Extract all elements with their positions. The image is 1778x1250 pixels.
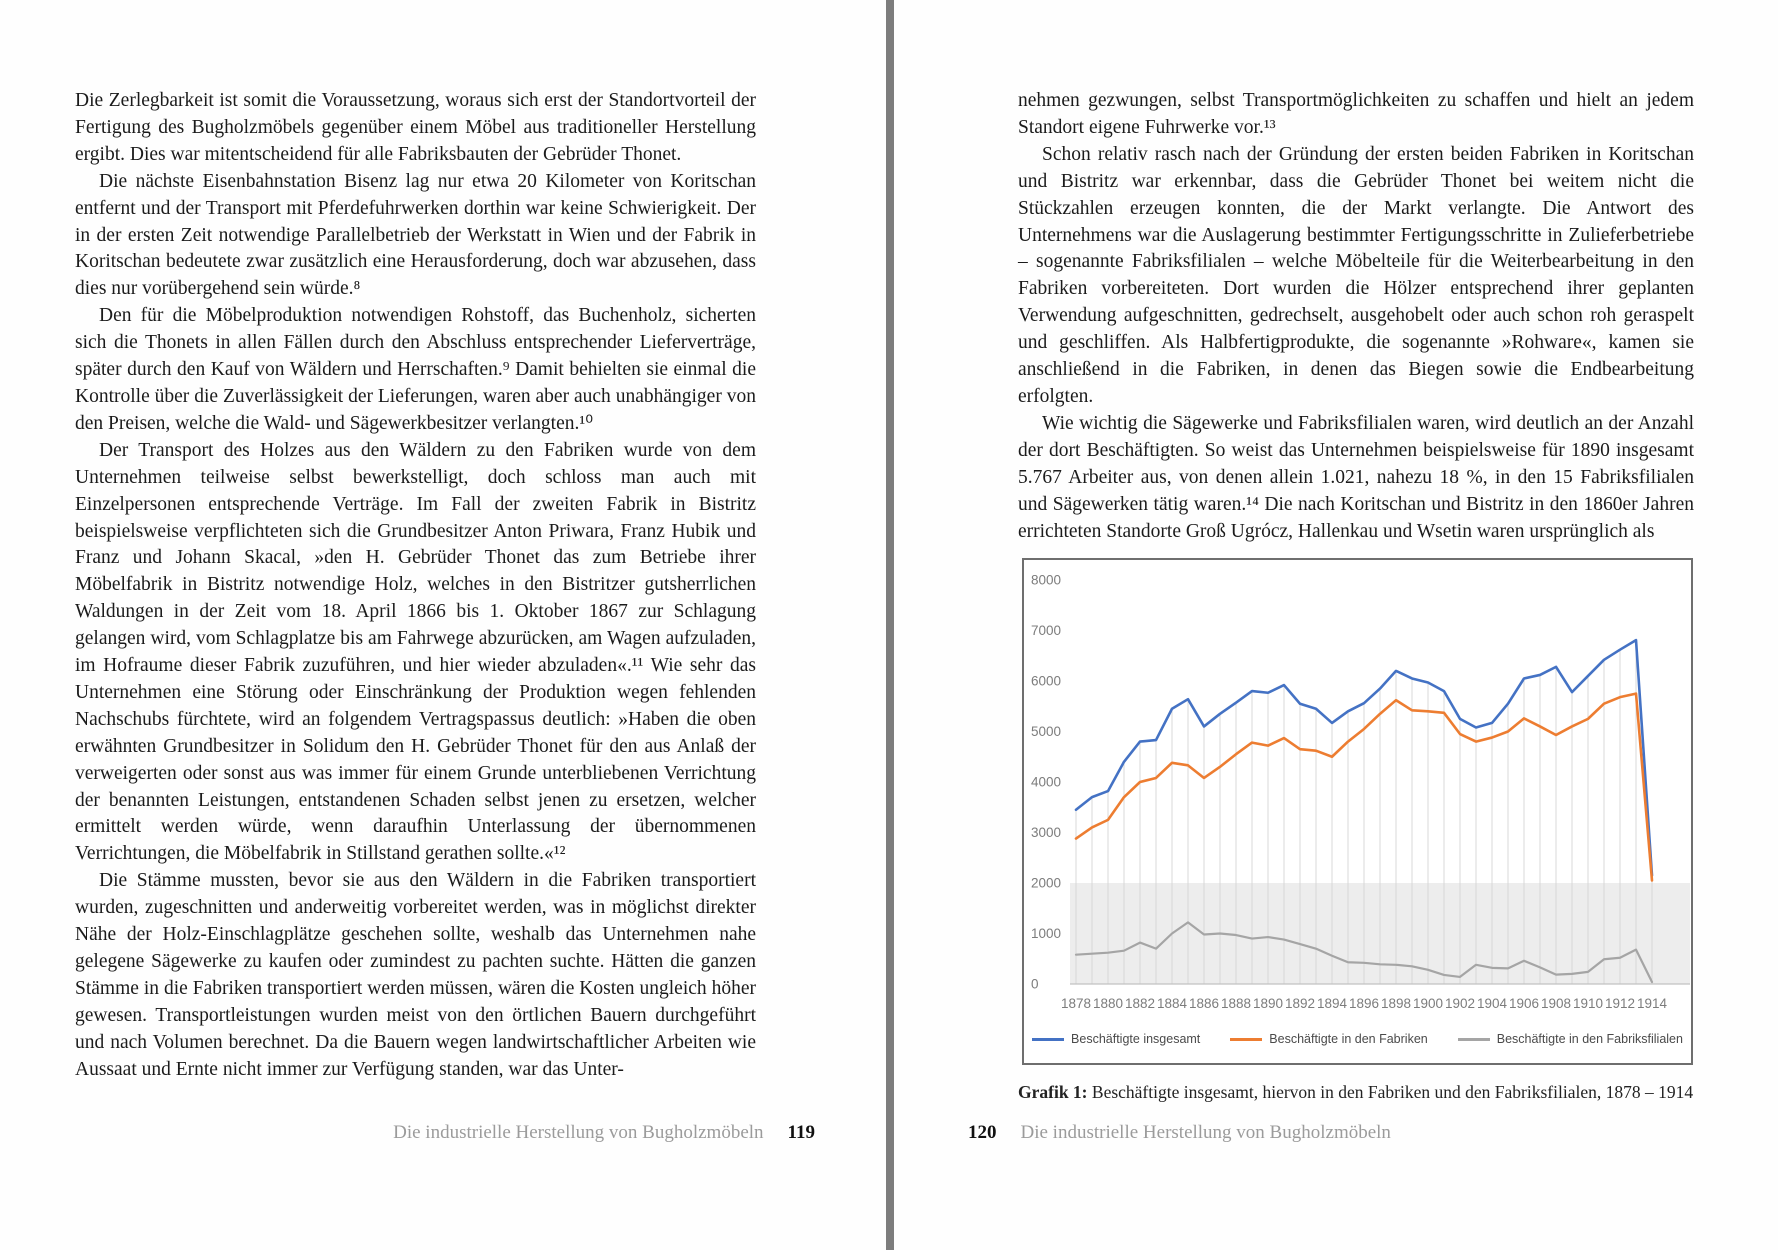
running-title: Die industrielle Herstellung von Bugholzmöbeln bbox=[393, 1122, 764, 1143]
paragraph: Die nächste Eisenbahnstation Bisenz lag nur etwa 20 Kilometer von Koritschan entfernt und der Transport mit Pferdefuhrwerken dorthin war keine Schwierigkeit. Der in der ersten Zeit notwendige Parallelbetrieb der Werkstatt in Wien und der Fabrik in Koritschan bedeutete zwar zusätzlich eine Herausforderung, doch war abzusehen, dass dies nur vorübergehend sein würde.⁸ bbox=[75, 170, 756, 300]
paragraph: nehmen gezwungen, selbst Transportmöglichkeiten zu schaffen und hielt an jedem Standort eigene Fuhrwerke vor.¹³ bbox=[1018, 90, 1694, 138]
paragraph: Wie wichtig die Sägewerke und Fabriksfilialen waren, wird deutlich an der Anzahl der dort Beschäftigten. So weist das Unternehmen beispielsweise für 1890 insgesamt 5.767 Arbeiter aus, von denen allein 1.021, nahezu 18 %, in den 15 Fabriksfilialen und Sägewerken tätig waren.¹⁴ Die nach Koritschan und Bistritz in den 1860er Jahren errichteten Standorte Groß Ugrócz, Hallenkau und Wsetin waren ursprünglich als bbox=[1018, 412, 1694, 542]
right-page-footer bbox=[968, 1122, 1708, 1144]
left-page-footer bbox=[75, 1122, 815, 1144]
y-tick-label: 6000 bbox=[1031, 673, 1062, 689]
x-tick-label: 1886 bbox=[1188, 996, 1220, 1011]
x-tick-label: 1902 bbox=[1444, 996, 1476, 1011]
x-tick-label: 1900 bbox=[1412, 996, 1444, 1011]
y-tick-label: 2000 bbox=[1031, 875, 1062, 891]
y-tick-label: 8000 bbox=[1031, 572, 1062, 588]
legend-label: Beschäftigte in den Fabriksfilialen bbox=[1496, 1032, 1683, 1046]
paragraph: Die Stämme mussten, bevor sie aus den Wäldern in die Fabriken transportiert wurden, zugeschnitten und anderweitig vorbereitet werden, was in möglichst direkter Nähe der Holz-Einschlagplätze geschehen sollte, weshalb das Unternehmen nahe gelegene Sägewerke zu kaufen oder zumindest zu pachten suchte. Hätten die ganzen Stämme in die Fabriken transportiert werden müssen, wären die Kosten ungleich höher gewesen. Transportleistungen wurden meist von den örtlichen Bauern durchgeführt und nach Volumen berechnet. Da die Bauern wegen landwirtschaftlicher Arbeiten wie Aussaat und Ernte nicht immer zur Verfügung standen, war das Unter- bbox=[75, 870, 756, 1080]
x-tick-label: 1884 bbox=[1156, 996, 1188, 1011]
y-tick-label: 0 bbox=[1031, 976, 1039, 992]
x-tick-label: 1914 bbox=[1636, 996, 1668, 1011]
x-tick-label: 1894 bbox=[1316, 996, 1348, 1011]
y-tick-label: 5000 bbox=[1031, 724, 1062, 739]
caption-label: Grafik 1: bbox=[1018, 1082, 1088, 1102]
chart-caption bbox=[1018, 1082, 1708, 1103]
legend-item bbox=[1230, 1032, 1427, 1046]
caption-text: Beschäftigte insgesamt, hiervon in den Fabriken und den Fabriksfilialen, 1878 – 1914 bbox=[1087, 1082, 1694, 1102]
chart-legend bbox=[1024, 1018, 1691, 1060]
paragraph: Den für die Möbelproduktion notwendigen Rohstoff, das Buchenholz, sicherten sich die Thonets in allen Fällen durch den Abschluss entsprechender Lieferverträge, später durch den Kauf von Wäldern und Herrschaften.⁹ Damit behielten sie einmal die Kontrolle über die Zuverlässigkeit der Lieferungen, waren aber auch unabhängiger von den Preisen, welche die Wald- und Sägewerkbesitzer verlangten.¹⁰ bbox=[75, 305, 756, 434]
legend-line-marker bbox=[1230, 1038, 1262, 1041]
x-tick-label: 1912 bbox=[1604, 996, 1636, 1011]
paragraph: Schon relativ rasch nach der Gründung der ersten beiden Fabriken in Koritschan und Bistritz war erkennbar, dass die Gebrüder Thonet bei weitem nicht die Stückzahlen erzeugen konnten, die der Markt verlangte. Die Antwort des Unternehmens war die Auslagerung bestimmter Fertigungsschritte in Zulieferbetriebe – sogenannte Fabriksfilialen – welche Möbelteile für die Weiterbearbeitung in den Fabriken vorbereiteten. Dort wurden die Hölzer entsprechend ihrer geplanten Verwendung aufgeschnitten, gedrechselt, ausgehobelt oder auch schon roh geraspelt und geschliffen. Als Halbfertigprodukte, die sogenannte »Rohware«, kamen sie anschließend in die Fabriken, in denen das Biegen sowie die Endbearbeitung erfolgten. bbox=[1018, 143, 1694, 407]
legend-item bbox=[1032, 1032, 1200, 1046]
x-tick-label: 1880 bbox=[1092, 996, 1124, 1011]
x-tick-label: 1910 bbox=[1572, 996, 1604, 1011]
legend-item bbox=[1458, 1032, 1683, 1046]
y-tick-label: 3000 bbox=[1031, 825, 1062, 840]
x-tick-label: 1878 bbox=[1060, 996, 1092, 1011]
paragraph: Der Transport des Holzes aus den Wäldern zu den Fabriken wurde von dem Unternehmen teilweise selbst bewerkstelligt, doch schloss man auch mit Einzelpersonen entsprechende Verträge. Im Fall der zweiten Fabrik in Bistritz beispielsweise verpflichteten sich die Grundbesitzer Anton Priwara, Franz Hubik und Franz und Johann Skacal, »den H. Gebrüder Thonet das zum Betriebe ihrer Möbelfabrik in Bistritz notwendige Holz, welches in den Bistritzer gutsherrlichen Waldungen in der Zeit vom 18. April 1866 bis 1. Oktober 1867 zur Schlagung gelangen wird, vom Schlagplatze bis am Fahrwege abzurücken, am Wagen aufzuladen, im Hofraume dieser Fabrik zuzuführen, und hier wieder abzuladen«.¹¹ Wie sehr das Unternehmen eine Störung oder Einschränkung der Produktion wegen fehlenden Nachschubs fürchtete, wird an folgendem Vertragspassus deutlich: »Haben die oben erwähnten Grundbesitzer in Solidum den H. Gebrüder Thonet für den aus Anlaß der verweigerten oder sonst aus was immer für einem Grunde unterbliebenen Verrichtung der benannten Leistungen, entstandenen Schaden selbst jenen zu ersetzen, welcher ermittelt werden würde, wenn daraufhin Unterlassung der übernommenen Verrichtungen, die Möbelfabrik in Stillstand gerathen sollte.«¹² bbox=[75, 439, 756, 865]
x-tick-label: 1888 bbox=[1220, 996, 1252, 1011]
x-tick-label: 1890 bbox=[1252, 996, 1284, 1011]
x-tick-label: 1904 bbox=[1476, 996, 1508, 1011]
page-number: 120 bbox=[968, 1122, 997, 1143]
employment-chart-frame bbox=[1022, 558, 1693, 1065]
x-tick-label: 1892 bbox=[1284, 996, 1316, 1011]
page-number: 119 bbox=[787, 1122, 815, 1143]
x-tick-label: 1898 bbox=[1380, 996, 1412, 1011]
legend-line-marker bbox=[1458, 1038, 1490, 1041]
left-page-text bbox=[75, 88, 756, 1084]
paragraph: Die Zerlegbarkeit ist somit die Voraussetzung, woraus sich erst der Standortvorteil der Fertigung des Bugholzmöbels gegenüber einem Möbel aus traditioneller Herstellung ergibt. Dies war mitentscheidend für alle Fabriksbauten der Gebrüder Thonet. bbox=[75, 90, 756, 165]
legend-label: Beschäftigte insgesamt bbox=[1071, 1032, 1201, 1046]
employment-line-chart bbox=[1024, 560, 1691, 1018]
y-tick-label: 7000 bbox=[1031, 623, 1062, 638]
page-gutter-divider bbox=[886, 0, 894, 1250]
y-tick-label: 1000 bbox=[1031, 926, 1062, 941]
x-tick-label: 1896 bbox=[1348, 996, 1380, 1011]
y-tick-label: 4000 bbox=[1031, 774, 1062, 790]
x-tick-label: 1906 bbox=[1508, 996, 1540, 1011]
x-tick-label: 1908 bbox=[1540, 996, 1572, 1011]
running-title: Die industrielle Herstellung von Bugholzmöbeln bbox=[1020, 1122, 1391, 1143]
legend-label: Beschäftigte in den Fabriken bbox=[1269, 1032, 1428, 1046]
legend-line-marker bbox=[1032, 1038, 1064, 1041]
right-page-text bbox=[1018, 88, 1694, 545]
x-tick-label: 1882 bbox=[1124, 996, 1156, 1011]
